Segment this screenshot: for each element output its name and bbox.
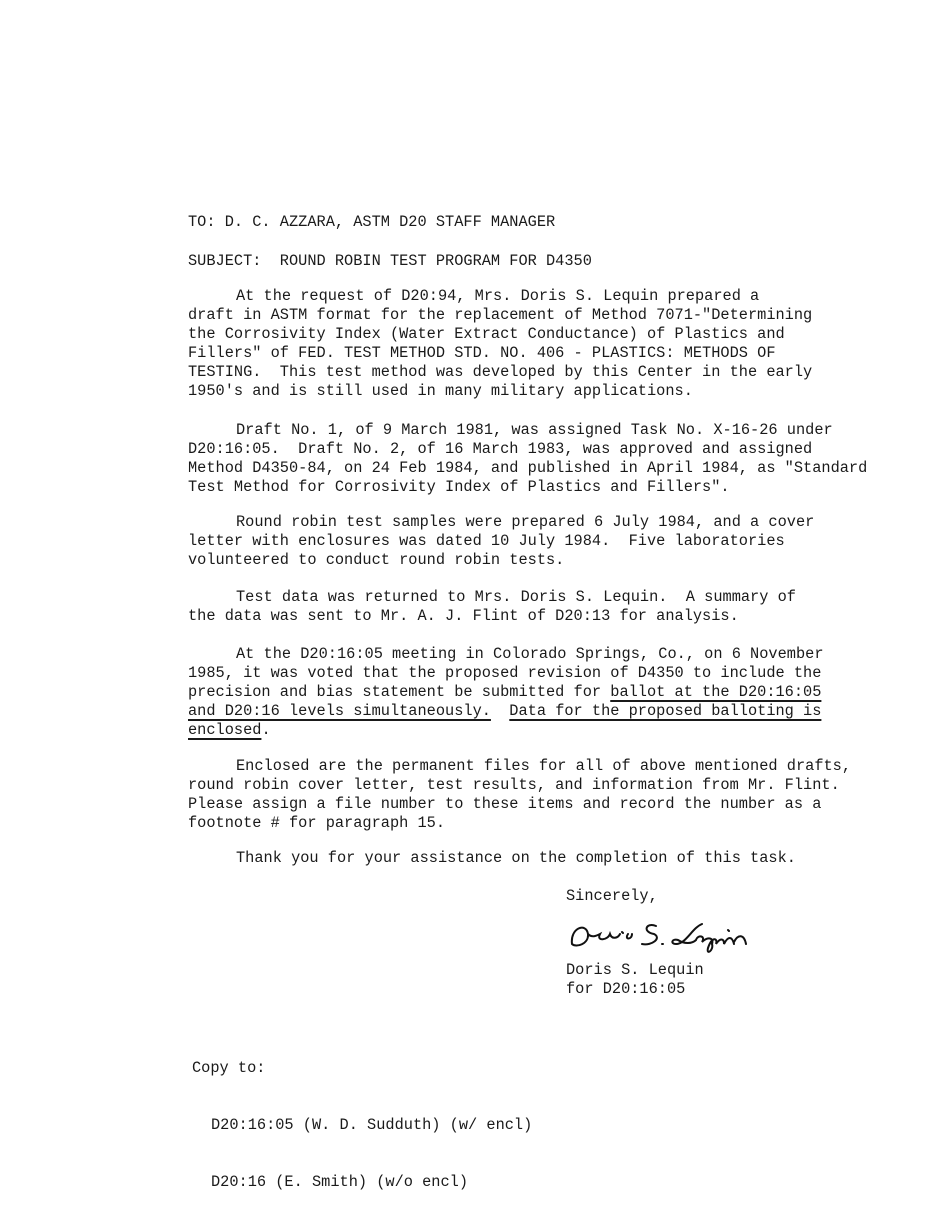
text-line (188, 849, 796, 868)
underlined-text: Data for the proposed balloting is (509, 702, 822, 720)
text-line (188, 478, 867, 497)
text-line (188, 551, 814, 570)
text-line (188, 645, 824, 664)
text-segment: At the request of D20:94, Mrs. Doris S. Lequin prepared a (236, 287, 760, 305)
text-segment: Test data was returned to Mrs. Doris S. Lequin. A summary of (236, 588, 796, 606)
text-line (188, 363, 812, 382)
text-segment: Method D4350-84, on 24 Feb 1984, and published in April 1984, as "Standard (188, 459, 868, 477)
text-line (188, 459, 867, 478)
copy-recipient: D20:16 (E. Smith) (w/o encl) (211, 1173, 469, 1191)
text-segment: Enclosed are the permanent files for all of above mentioned drafts, (236, 757, 852, 775)
paragraph (188, 849, 796, 868)
text-segment: Round robin test samples were prepared 6 July 1984, and a cover (236, 513, 815, 531)
text-segment: precision and bias statement be submitted for (188, 683, 611, 701)
text-line (188, 513, 814, 532)
text-line (188, 795, 851, 814)
signer-name: Doris S. Lequin (566, 961, 704, 979)
copy-to-label: Copy to: (192, 1059, 266, 1077)
text-line (188, 776, 851, 795)
text-segment: 1985, it was voted that the proposed revision of D4350 to include the (188, 664, 822, 682)
text-segment: Fillers" of FED. TEST METHOD STD. NO. 406 - PLASTICS: METHODS OF (188, 344, 776, 362)
text-line (188, 607, 796, 626)
text-line (188, 757, 851, 776)
text-segment: Please assign a file number to these items and record the number as a (188, 795, 822, 813)
paragraph (188, 421, 867, 497)
paragraph (188, 513, 814, 570)
copy-to-block (192, 1021, 532, 1211)
to-line: TO: D. C. AZZARA, ASTM D20 STAFF MANAGER (188, 213, 556, 231)
subject-line: SUBJECT: ROUND ROBIN TEST PROGRAM FOR D4350 (188, 252, 592, 270)
closing: Sincerely, (566, 887, 658, 905)
text-segment: the data was sent to Mr. A. J. Flint of D20:13 for analysis. (188, 607, 739, 625)
paragraph (188, 645, 824, 740)
text-line (188, 287, 812, 306)
text-line (188, 344, 812, 363)
text-segment: . (261, 721, 271, 739)
text-line (188, 325, 812, 344)
paragraph (188, 757, 851, 833)
text-segment: volunteered to conduct round robin tests. (188, 551, 565, 569)
text-line (188, 721, 824, 740)
text-segment: footnote # for paragraph 15. (188, 814, 446, 832)
text-segment: At the D20:16:05 meeting in Colorado Springs, Co., on 6 November (236, 645, 824, 663)
text-line (188, 814, 851, 833)
text-line (188, 702, 824, 721)
text-segment: round robin cover letter, test results, and information from Mr. Flint. (188, 776, 840, 794)
text-line (188, 382, 812, 401)
text-segment: letter with enclosures was dated 10 July 1984. Five laboratories (188, 532, 785, 550)
signature (566, 914, 756, 958)
paragraph (188, 588, 796, 626)
text-line (188, 588, 796, 607)
text-line (188, 683, 824, 702)
underlined-text: and D20:16 levels simultaneously. (188, 702, 491, 720)
text-segment: D20:16:05. Draft No. 2, of 16 March 1983, was approved and assigned (188, 440, 813, 458)
text-line (188, 532, 814, 551)
underlined-text: ballot at the D20:16:05 (610, 683, 822, 701)
text-line (188, 664, 824, 683)
text-segment (491, 702, 509, 720)
text-segment: 1950's and is still used in many military applications. (188, 382, 693, 400)
text-segment: the Corrosivity Index (Water Extract Conductance) of Plastics and (188, 325, 785, 343)
text-segment: Thank you for your assistance on the completion of this task. (236, 849, 796, 867)
signer-group: for D20:16:05 (566, 980, 686, 998)
text-segment: Draft No. 1, of 9 March 1981, was assigned Task No. X-16-26 under (236, 421, 833, 439)
text-line (188, 421, 867, 440)
text-line (188, 440, 867, 459)
text-segment: Test Method for Corrosivity Index of Plastics and Fillers". (188, 478, 730, 496)
text-line (188, 306, 812, 325)
paragraph (188, 287, 812, 401)
text-segment: TESTING. This test method was developed by this Center in the early (188, 363, 813, 381)
underlined-text: enclosed (188, 721, 262, 739)
copy-recipient: D20:16:05 (W. D. Sudduth) (w/ encl) (211, 1116, 533, 1134)
text-segment: draft in ASTM format for the replacement of Method 7071-"Determining (188, 306, 813, 324)
